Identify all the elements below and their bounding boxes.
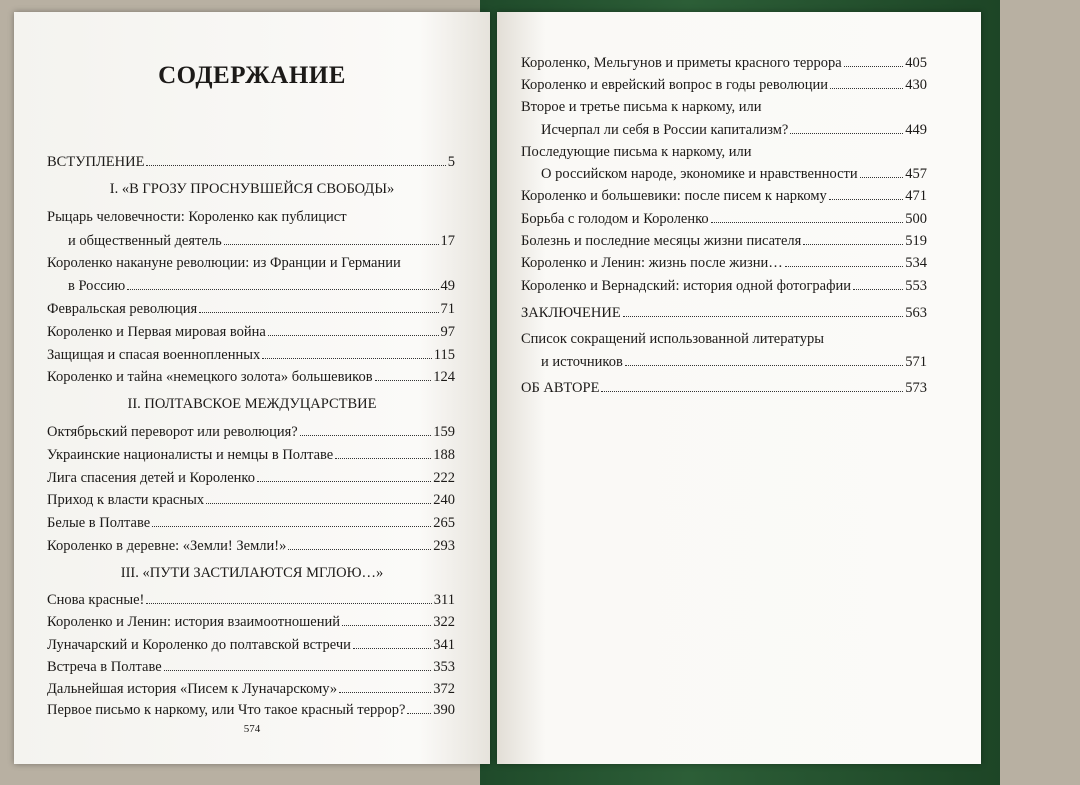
toc-entry <box>521 76 927 94</box>
toc-entry-title: Список сокращений использованной литературы <box>521 331 824 347</box>
toc-entry-title: ВСТУПЛЕНИЕ <box>47 154 145 170</box>
toc-entry-title: Короленко накануне революции: из Франции и Германии <box>47 255 401 271</box>
leader-dots <box>711 211 904 223</box>
toc-entry-page: 457 <box>905 166 927 182</box>
leader-dots <box>262 347 432 359</box>
toc-entry-page: 573 <box>905 380 927 396</box>
toc-entry-title: Второе и третье письма к наркому, или <box>521 99 762 115</box>
toc-entry-page: 519 <box>905 233 927 249</box>
toc-entry-title: Февральская революция <box>47 301 198 317</box>
toc-entry <box>47 658 455 676</box>
toc-entry <box>68 277 455 295</box>
leader-dots <box>830 77 903 89</box>
leader-dots <box>625 354 903 366</box>
left-page <box>14 12 490 764</box>
toc-entry <box>521 187 927 205</box>
toc-entry <box>521 210 927 228</box>
section-heading: III. «ПУТИ ЗАСТИЛАЮТСЯ МГЛОЮ…» <box>120 565 384 581</box>
toc-entry-title: Последующие письма к наркому, или <box>521 144 752 160</box>
leader-dots <box>268 324 439 336</box>
leader-dots <box>407 702 431 714</box>
toc-entry <box>541 165 927 183</box>
leader-dots <box>164 659 432 671</box>
toc-entry <box>521 254 927 272</box>
toc-entry-page: 124 <box>433 369 455 385</box>
leader-dots <box>803 233 903 245</box>
leader-dots <box>257 470 431 482</box>
toc-entry <box>541 353 927 371</box>
toc-entry <box>47 446 455 464</box>
leader-dots <box>375 369 432 381</box>
leader-dots <box>146 592 431 604</box>
toc-entry-title: Короленко в деревне: «Земли! Земли!» <box>47 538 287 554</box>
toc-entry-page: 563 <box>905 305 927 321</box>
toc-entry-page: 322 <box>433 614 455 630</box>
toc-entry-title: и источников <box>541 354 623 370</box>
leader-dots <box>844 55 904 67</box>
section-heading: II. ПОЛТАВСКОЕ МЕЖДУЦАРСТВИЕ <box>127 396 377 412</box>
leader-dots <box>127 278 438 290</box>
right-page <box>497 12 981 764</box>
toc-entry-page: 49 <box>440 278 455 294</box>
toc-entry <box>47 423 455 441</box>
leader-dots <box>829 188 903 200</box>
leader-dots <box>152 515 431 527</box>
toc-entry-title: Короленко, Мельгунов и приметы красного террора <box>521 55 842 71</box>
toc-entry <box>541 121 927 139</box>
leader-dots <box>785 255 904 267</box>
toc-entry <box>47 153 455 171</box>
toc-entry-title: Первое письмо к наркому, или Что такое красный террор? <box>47 702 406 718</box>
leader-dots <box>199 301 438 313</box>
leader-dots <box>342 614 431 626</box>
toc-entry <box>521 379 927 397</box>
leader-dots <box>335 447 431 459</box>
toc-entry <box>47 346 455 364</box>
toc-entry-page: 159 <box>433 424 455 440</box>
toc-entry-page: 311 <box>433 592 455 608</box>
toc-entry-title: Короленко и Вернадский: история одной фотографии <box>521 278 851 294</box>
toc-entry <box>47 491 455 509</box>
toc-entry-title: Короленко и тайна «немецкого золота» большевиков <box>47 369 373 385</box>
toc-entry-title: Рыцарь человечности: Короленко как публицист <box>47 209 347 225</box>
toc-entry-title: Короленко и еврейский вопрос в годы революции <box>521 77 829 93</box>
toc-entry-page: 341 <box>433 637 455 653</box>
toc-entry <box>47 323 455 341</box>
toc-entry <box>521 54 927 72</box>
leader-dots <box>853 278 903 290</box>
toc-entry-title: Встреча в Полтаве <box>47 659 162 675</box>
toc-entry-title: Короленко и Ленин: жизнь после жизни… <box>521 255 783 271</box>
toc-entry-title: Лига спасения детей и Короленко <box>47 470 255 486</box>
toc-entry-title: в Россию <box>68 278 126 294</box>
toc-entry-page: 471 <box>905 188 927 204</box>
toc-entry <box>47 514 455 532</box>
toc-entry-page: 553 <box>905 278 927 294</box>
toc-entry <box>521 232 927 250</box>
section-heading: I. «В ГРОЗУ ПРОСНУВШЕЙСЯ СВОБОДЫ» <box>109 181 395 197</box>
toc-entry-title: Дальнейшая история «Писем к Луначарскому» <box>47 681 338 697</box>
toc-entry <box>47 469 455 487</box>
toc-entry-title: Исчерпал ли себя в России капитализм? <box>541 122 789 138</box>
toc-entry-page: 188 <box>433 447 455 463</box>
leader-dots <box>623 305 904 317</box>
leader-dots <box>353 637 431 649</box>
toc-entry-page: 265 <box>433 515 455 531</box>
toc-entry <box>521 304 927 322</box>
toc-entry-title: Снова красные! <box>47 592 145 608</box>
leader-dots <box>224 233 439 245</box>
toc-entry-title: и общественный деятель <box>68 233 222 249</box>
toc-entry <box>47 680 455 698</box>
toc-entry <box>47 613 455 631</box>
toc-entry-title: ЗАКЛЮЧЕНИЕ <box>521 305 621 321</box>
toc-entry-title: Белые в Полтаве <box>47 515 151 531</box>
toc-entry-title: Украинские националисты и немцы в Полтаве <box>47 447 334 463</box>
toc-entry-page: 17 <box>440 233 455 249</box>
toc-entry-page: 222 <box>433 470 455 486</box>
toc-entry-page: 293 <box>433 538 455 554</box>
toc-entry-title: Луначарский и Короленко до полтавской встречи <box>47 637 351 653</box>
toc-entry <box>47 537 455 555</box>
toc-entry <box>521 277 927 295</box>
leader-dots <box>288 538 431 550</box>
toc-entry-page: 571 <box>905 354 927 370</box>
toc-entry-title: Короленко и Первая мировая война <box>47 324 266 340</box>
page-number: 574 <box>243 723 261 735</box>
toc-entry-page: 449 <box>905 122 927 138</box>
toc-entry-page: 372 <box>433 681 455 697</box>
toc-entry-title: О российском народе, экономике и нравственности <box>541 166 858 182</box>
leader-dots <box>601 380 903 392</box>
page-title: СОДЕРЖАНИЕ <box>158 62 346 89</box>
toc-entry-title: Короленко и Ленин: история взаимоотношений <box>47 614 340 630</box>
toc-entry-page: 115 <box>433 347 455 363</box>
toc-entry-page: 97 <box>440 324 455 340</box>
toc-entry-title: Октябрьский переворот или революция? <box>47 424 298 440</box>
toc-entry-page: 240 <box>433 492 455 508</box>
toc-entry <box>47 368 455 386</box>
leader-dots <box>790 122 903 134</box>
leader-dots <box>860 166 904 178</box>
toc-entry-page: 430 <box>905 77 927 93</box>
toc-entry-title: Борьба с голодом и Короленко <box>521 211 709 227</box>
toc-entry <box>47 636 455 654</box>
toc-entry-page: 500 <box>905 211 927 227</box>
leader-dots <box>339 681 431 693</box>
toc-entry-page: 353 <box>433 659 455 675</box>
toc-entry-page: 71 <box>440 301 455 317</box>
toc-entry-title: Короленко и большевики: после писем к наркому <box>521 188 827 204</box>
toc-entry-title: Защищая и спасая военнопленных <box>47 347 261 363</box>
toc-entry <box>68 232 455 250</box>
toc-entry-title: ОБ АВТОРЕ <box>521 380 600 396</box>
toc-entry <box>47 591 455 609</box>
toc-entry-title: Приход к власти красных <box>47 492 205 508</box>
leader-dots <box>300 424 432 436</box>
toc-entry-title: Болезнь и последние месяцы жизни писателя <box>521 233 802 249</box>
toc-entry-page: 390 <box>433 702 455 718</box>
toc-entry <box>47 701 455 719</box>
leader-dots <box>146 154 445 166</box>
toc-entry-page: 534 <box>905 255 927 271</box>
toc-entry-page: 405 <box>905 55 927 71</box>
toc-entry <box>47 300 455 318</box>
leader-dots <box>206 492 431 504</box>
toc-entry-page: 5 <box>447 154 455 170</box>
